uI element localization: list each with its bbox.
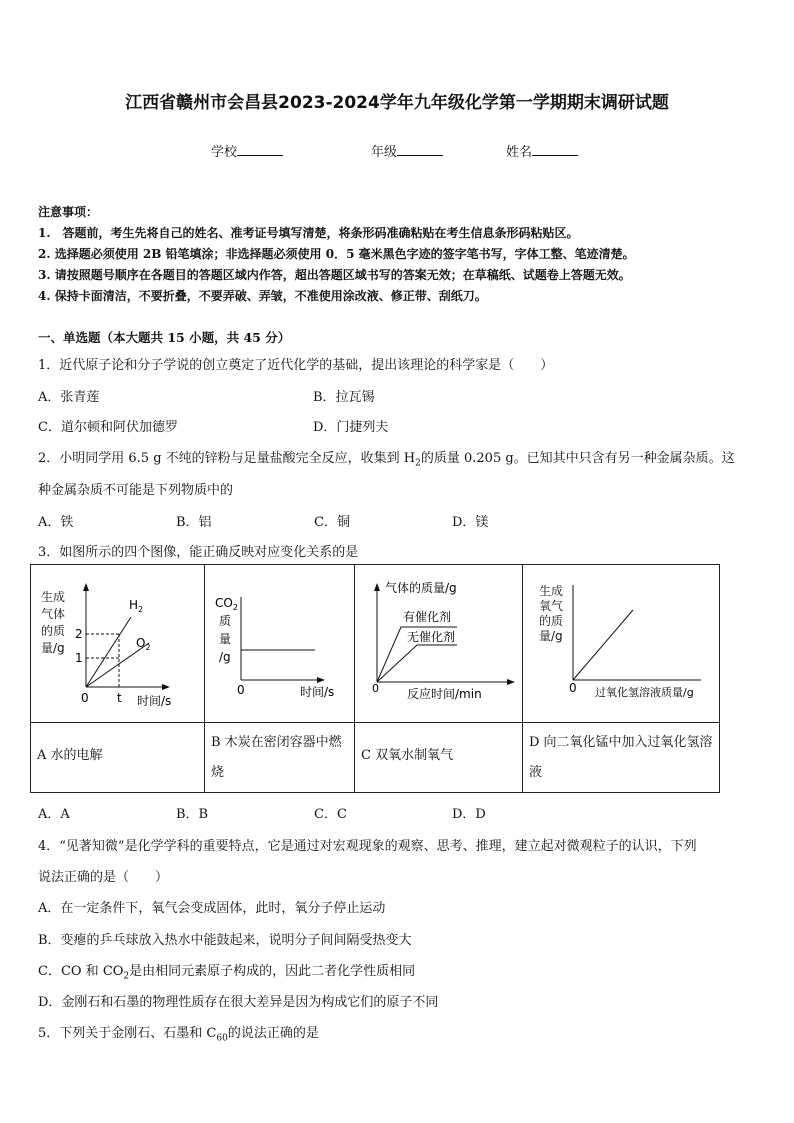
graph-d-ylabel: 量/g	[539, 629, 563, 643]
name-field: 姓名	[506, 141, 578, 160]
graph-d-xlabel: 过氧化氢溶液质量/g	[595, 686, 694, 699]
question-4-stem-cont: 说法正确的是（ ）	[38, 870, 169, 885]
note-item: 1. 答题前，考生先将自己的姓名、准考证号填写清楚，将条形码准确粘贴在考生信息条形码粘贴区。	[38, 226, 579, 240]
graph-a-series-o2: $O_2$	[136, 636, 151, 652]
q4-option-d: D．金刚石和石墨的物理性质存在很大差异是因为构成它们的原子不同	[38, 995, 439, 1010]
graph-c-xlabel: 反应时间/min	[407, 687, 482, 701]
q4-option-b: B．变瘪的乒乓球放入热水中能鼓起来，说明分子间间隔受热变大	[38, 933, 412, 948]
graph-a-electrolysis	[31, 565, 204, 722]
graph-a-origin: 0	[81, 691, 89, 705]
q4-option-c: C．CO 和 $CO_2$是由相同元素原子构成的，因此二者化学性质相同	[38, 964, 416, 982]
question-5-stem: 5．下列关于金刚石、石墨和 $C_{60}$的说法正确的是	[38, 1026, 319, 1044]
question-2-stem-cont: 种金属杂质不可能是下列物质中的	[38, 483, 234, 498]
graph-d-origin: 0	[569, 681, 577, 695]
q4-option-a: A．在一定条件下，氧气会变成固体，此时，氧分子停止运动	[38, 901, 386, 916]
q2-option-b: B．铝	[176, 515, 212, 530]
graph-a-t: t	[117, 691, 122, 705]
graph-a-caption: A 水的电解	[37, 748, 103, 763]
graph-a-ylabel: 气体	[41, 607, 66, 621]
q1-option-c: C．道尔顿和阿伏加德罗	[38, 420, 178, 435]
q2-option-d: D．镁	[452, 515, 489, 530]
graph-a-tick: 2	[75, 627, 83, 641]
figure-table	[30, 564, 720, 793]
notes-heading: 注意事项：	[38, 205, 99, 219]
q3-option-c: C．C	[314, 807, 347, 822]
graph-b-charcoal	[205, 565, 354, 722]
graph-c-peroxide	[355, 565, 522, 722]
graph-d-mno2	[523, 565, 720, 722]
graph-a-ylabel: 量/g	[41, 641, 65, 655]
graph-c-caption: C 双氧水制氧气	[361, 748, 454, 763]
graph-a-tick: 1	[75, 651, 83, 665]
graph-b-ylabel: 质	[219, 614, 232, 628]
q3-option-d: D．D	[452, 807, 486, 822]
graph-b-ylabel: $CO_2$	[215, 596, 238, 612]
q2-option-c: C．铜	[314, 515, 350, 530]
note-item: 4. 保持卡面清洁，不要折叠，不要弄破、弄皱，不准使用涂改液、修正带、刮纸刀。	[38, 289, 487, 303]
school-field: 学校	[211, 141, 283, 160]
graph-c-ylabel: 气体的质量/g	[385, 581, 457, 595]
graph-c-series-no-catalyst: 无催化剂	[407, 630, 456, 644]
graph-b-ylabel: /g	[219, 650, 231, 664]
graph-b-origin: 0	[237, 683, 245, 697]
graph-c-series-catalyst: 有催化剂	[403, 610, 452, 624]
section-heading: 一、单选题（本大题共 15 小题，共 45 分）	[38, 330, 291, 345]
graph-a-xlabel: 时间/s	[137, 694, 172, 708]
graph-d-ylabel: 的质	[539, 614, 564, 628]
name-blank	[532, 143, 578, 156]
question-4-stem: 4．“见著知微”是化学学科的重要特点，它是通过对宏观现象的观察、思考、推理，建立起对微观粒子的认识，下列	[38, 839, 697, 854]
question-2-stem: 2．小明同学用 6.5 g 不纯的锌粉与足量盐酸完全反应，收集到 $H_2$的质量 0.205 g。已知其中只含有另一种金属杂质。这	[38, 451, 735, 469]
grade-field: 年级	[371, 141, 443, 160]
graph-b-xlabel: 时间/s	[300, 685, 335, 699]
note-item: 3. 请按照题号顺序在各题目的答题区域内作答，超出答题区域书写的答案无效；在草稿纸、试题卷上答题无效。	[38, 268, 631, 282]
graph-c-origin: 0	[372, 682, 379, 695]
q3-option-a: A．A	[38, 807, 70, 822]
graph-a-series-h2: $H_2$	[129, 598, 144, 614]
q2-option-a: A．铁	[38, 515, 74, 530]
q3-option-b: B．B	[176, 807, 209, 822]
note-item: 2. 选择题必须使用 2B 铅笔填涂；非选择题必须使用 0．5 毫米黑色字迹的签字笔书写，字体工整、笔迹清楚。	[38, 247, 635, 261]
q1-option-b: B．拉瓦锡	[313, 390, 375, 405]
page-title: 江西省赣州市会昌县2023-2024学年九年级化学第一学期期末调研试题	[125, 93, 669, 113]
q1-option-a: A．张青莲	[38, 390, 100, 405]
school-blank	[237, 143, 283, 156]
graph-d-ylabel: 生成	[539, 584, 564, 598]
question-3-stem: 3．如图所示的四个图像，能正确反映对应变化关系的是	[38, 545, 359, 560]
q1-option-d: D．门捷列夫	[313, 420, 389, 435]
graph-d-caption: D 向二氧化锰中加入过氧化氢溶液	[529, 735, 713, 780]
graph-a-ylabel: 的质	[41, 624, 66, 638]
graph-d-ylabel: 氧气	[539, 599, 564, 613]
question-1-stem: 1．近代原子论和分子学说的创立奠定了近代化学的基础，提出该理论的科学家是（ ）	[38, 358, 554, 373]
graph-b-ylabel: 量	[219, 632, 232, 646]
grade-blank	[397, 143, 443, 156]
graph-b-caption: B 木炭在密闭容器中燃烧	[211, 735, 342, 780]
graph-a-ylabel: 生成	[41, 590, 66, 604]
